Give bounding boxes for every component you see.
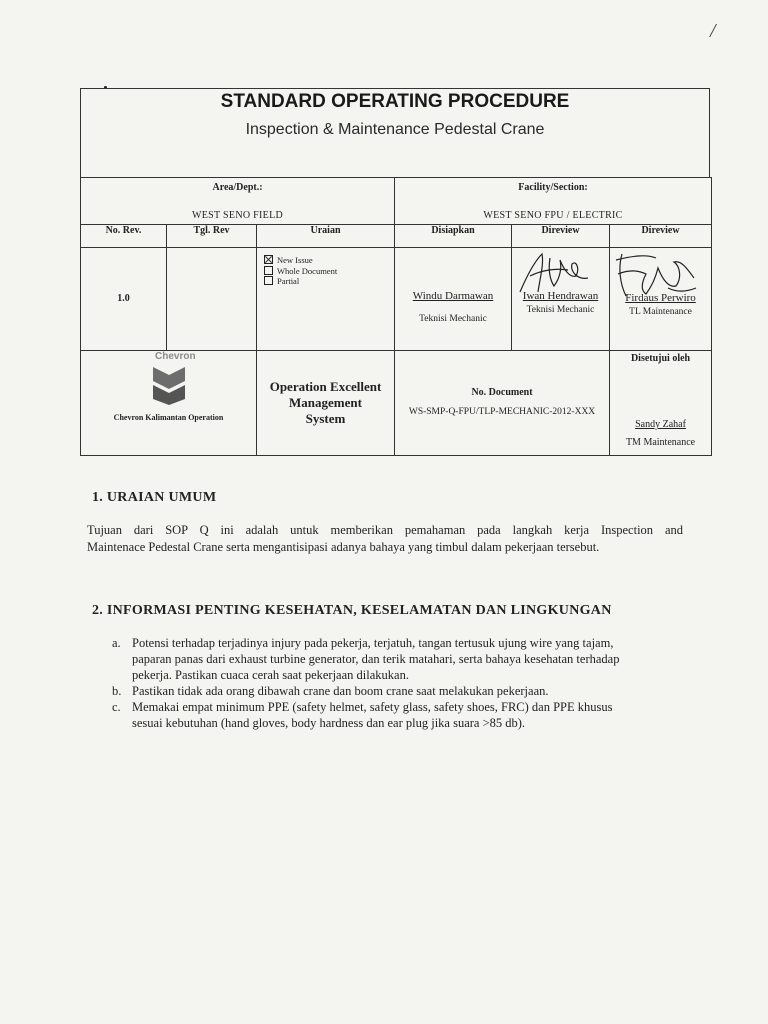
sop-header xyxy=(80,88,710,178)
list-item xyxy=(112,683,692,699)
revision-date-cell xyxy=(167,248,257,351)
checked-box-icon xyxy=(264,255,273,264)
system-name xyxy=(257,379,394,427)
section-1-body xyxy=(87,522,683,556)
company-cell xyxy=(81,351,257,456)
list-line: paparan panas dari exhaust turbine generator, dan terik matahari, serta bahaya kesehatan terhadap xyxy=(132,652,620,666)
option-label: Whole Document xyxy=(277,265,338,276)
area-label: Area/Dept.: xyxy=(212,182,263,193)
option-whole-document xyxy=(264,266,337,277)
sop-subtitle: Inspection & Maintenance Pedestal Crane xyxy=(245,121,545,138)
col-no-rev: No. Rev. xyxy=(81,225,167,248)
reviewer-1-name: Iwan Hendrawan xyxy=(522,290,599,302)
prepared-name: Windu Darmawan xyxy=(412,290,494,302)
revision-number: 1.0 xyxy=(117,293,130,304)
chevron-logo-icon xyxy=(151,365,187,405)
facility-cell xyxy=(395,178,712,225)
reviewer-1-cell xyxy=(512,248,610,351)
reviewer-1-role: Teknisi Mechanic xyxy=(526,305,595,315)
facility-label: Facility/Section: xyxy=(518,182,588,193)
option-new-issue xyxy=(264,255,337,266)
page-mark: / xyxy=(710,20,716,42)
approved-by-label: Disetujui oleh xyxy=(630,353,691,364)
approver-name: Sandy Zahaf xyxy=(635,419,686,430)
body-line: Maintenace Pedestal Crane serta mengantisipasi adanya bahaya yang timbul dalam pekerjaan tersebut. xyxy=(87,540,600,554)
document-info-table xyxy=(80,177,712,456)
option-partial xyxy=(264,276,337,287)
list-item xyxy=(112,699,692,731)
system-line: Operation Excellent xyxy=(269,379,382,394)
option-label: Partial xyxy=(277,276,300,286)
area-value: WEST SENO FIELD xyxy=(192,210,283,221)
reviewer-2-name: Firdaus Perwiro xyxy=(625,292,696,304)
col-uraian: Uraian xyxy=(257,225,395,248)
uraian-cell xyxy=(257,248,395,351)
chevron-logo-text: Chevron xyxy=(155,351,196,362)
area-cell xyxy=(81,178,395,225)
reviewer-2-cell xyxy=(610,248,712,351)
col-disiapkan: Disiapkan xyxy=(395,225,512,248)
signature-iwan xyxy=(516,248,596,296)
list-line: Memakai empat minimum PPE (safety helmet, safety glass, safety shoes, FRC) dan PPE khusus xyxy=(132,700,613,714)
col-direview-2: Direview xyxy=(610,225,712,248)
revision-type-checklist xyxy=(264,255,337,287)
list-marker: c. xyxy=(112,700,121,714)
list-marker: b. xyxy=(112,684,122,698)
checkbox-icon xyxy=(264,266,273,275)
list-line: sesuai kebutuhan (hand gloves, body hardness dan ear plug jika suara >85 db). xyxy=(132,716,526,730)
list-line: pekerja. Pastikan cuaca cerah saat pekerjaan dilakukan. xyxy=(132,668,409,682)
approver-role: TM Maintenance xyxy=(625,437,696,448)
col-direview-1: Direview xyxy=(512,225,610,248)
document-number: WS-SMP-Q-FPU/TLP-MECHANIC-2012-XXX xyxy=(408,407,596,417)
company-name: Chevron Kalimantan Operation xyxy=(113,413,224,422)
system-cell xyxy=(257,351,395,456)
section-2-list xyxy=(112,635,692,731)
system-line: Management xyxy=(289,395,362,410)
section-2-title: 2. INFORMASI PENTING KESEHATAN, KESELAMATAN DAN LINGKUNGAN xyxy=(92,603,612,618)
checkbox-icon xyxy=(264,276,273,285)
reviewer-2-role: TL Maintenance xyxy=(629,307,692,317)
revision-number-cell xyxy=(81,248,167,351)
approval-cell xyxy=(610,351,712,456)
system-line: System xyxy=(305,411,346,426)
section-1-title: 1. URAIAN UMUM xyxy=(92,490,217,505)
prepared-role: Teknisi Mechanic xyxy=(419,314,487,324)
sop-title: STANDARD OPERATING PROCEDURE xyxy=(220,91,570,112)
document-number-label: No. Document xyxy=(471,387,533,398)
list-line: Pastikan tidak ada orang dibawah crane dan boom crane saat melakukan pekerjaan. xyxy=(132,684,549,698)
document-number-cell xyxy=(395,351,610,456)
col-tgl-rev: Tgl. Rev xyxy=(167,225,257,248)
list-line: Potensi terhadap terjadinya injury pada pekerja, terjatuh, tangan tertusuk ujung wire yang tajam, xyxy=(132,636,614,650)
list-item xyxy=(112,635,692,683)
option-label: New Issue xyxy=(277,255,313,265)
prepared-by-cell xyxy=(395,248,512,351)
facility-value: WEST SENO FPU / ELECTRIC xyxy=(483,210,623,221)
list-marker: a. xyxy=(112,636,121,650)
body-line: Tujuan dari SOP Q ini adalah untuk memberikan pemahaman pada langkah kerja Inspection and xyxy=(87,523,683,537)
